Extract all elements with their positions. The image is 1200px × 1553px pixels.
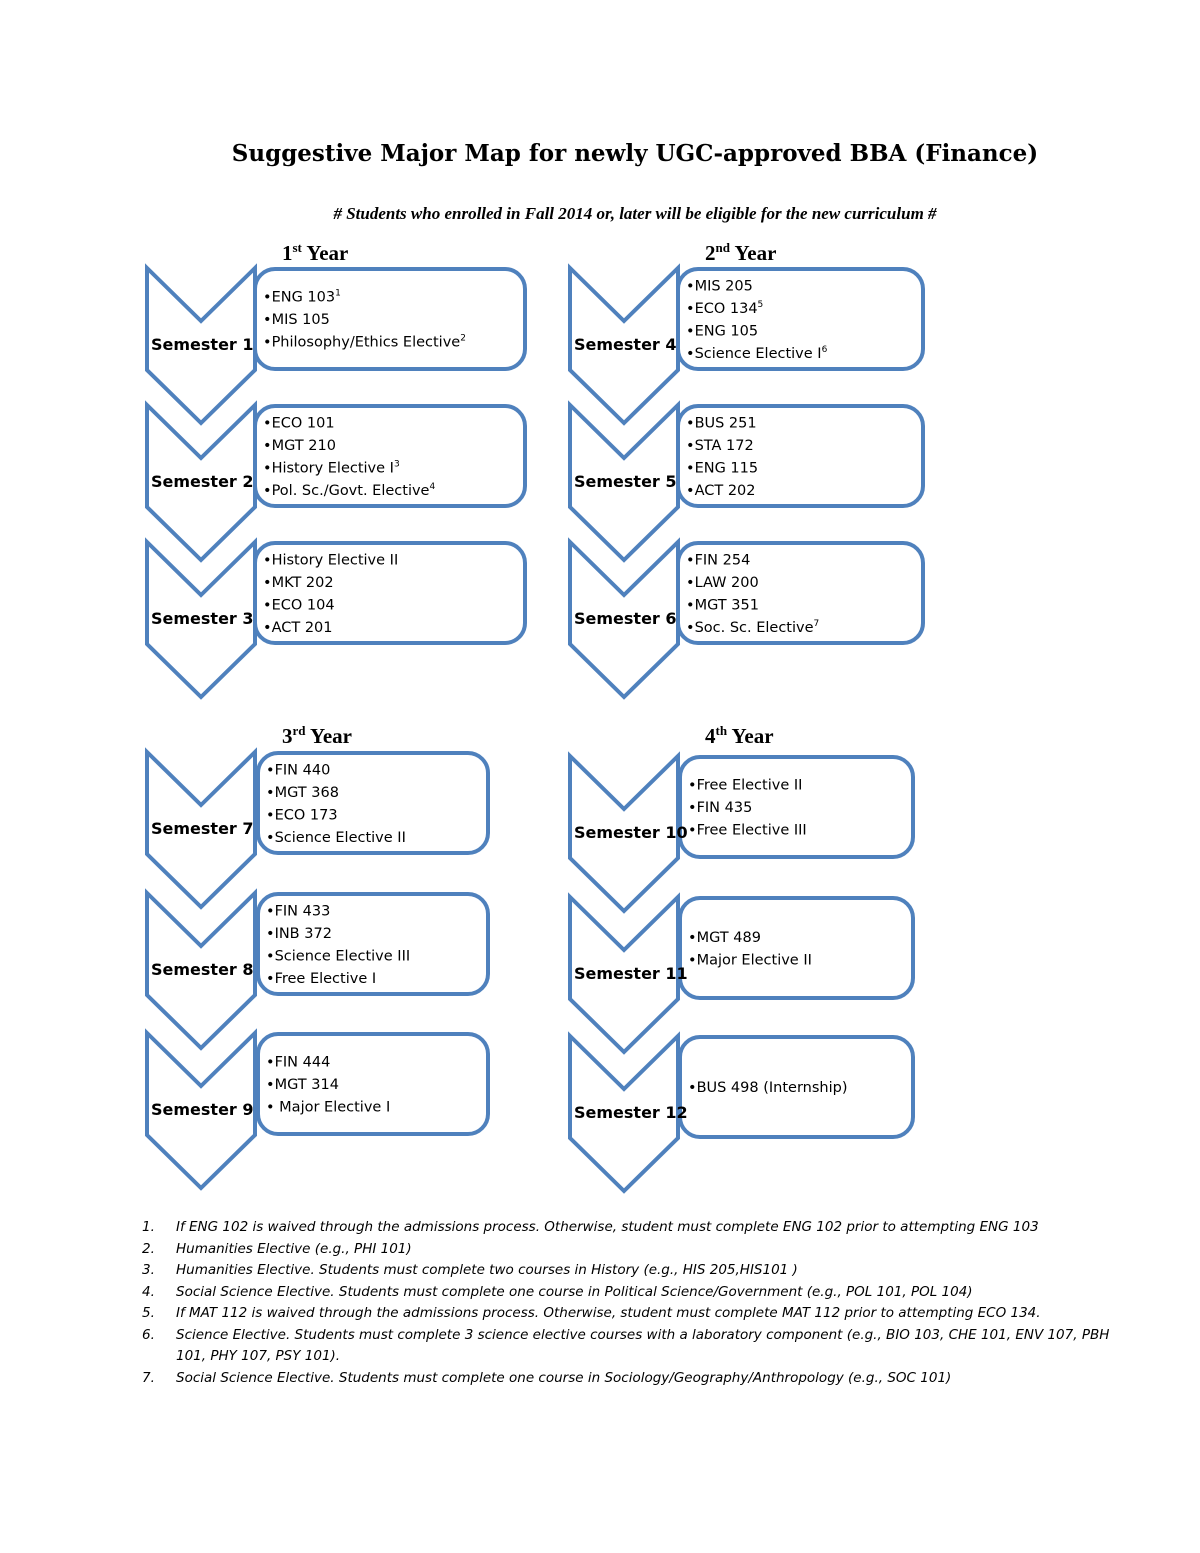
bullet-icon: • <box>263 460 272 477</box>
course-item: •LAW 200 <box>686 574 759 591</box>
bullet-icon: • <box>263 482 272 499</box>
bullet-icon: • <box>263 437 272 454</box>
bullet-icon: • <box>266 903 275 920</box>
semester-3 <box>147 542 525 697</box>
course-item: •Soc. Sc. Elective$^7$ <box>686 618 820 636</box>
bullet-icon: • <box>266 829 275 846</box>
semester-12 <box>570 1036 913 1191</box>
bullet-icon: • <box>263 574 272 591</box>
semester-label: Semester 11 <box>574 964 688 983</box>
semester-4 <box>570 268 923 423</box>
course-item: •History Elective $I^3$ <box>263 459 400 477</box>
course-item: •Philosophy/Ethics Elective$^2$ <box>263 333 466 351</box>
bullet-icon: • <box>266 1099 275 1116</box>
footnote-text: Science Elective. Students must complete 3 science elective courses with a laboratory component (e.g., BIO 103, CHE 101, ENV 107, PBH 101, PHY 107, PSY 101). <box>176 1326 1110 1364</box>
footnote-item <box>142 1239 1132 1261</box>
bullet-icon: • <box>686 574 695 591</box>
footnote-number: 7. <box>142 1369 155 1386</box>
footnote-number: 6. <box>142 1326 155 1343</box>
semester-2 <box>147 405 525 560</box>
bullet-icon: • <box>266 784 275 801</box>
bullet-icon: • <box>263 334 272 351</box>
footnote-text: If ENG 102 is waived through the admissions process. Otherwise, student must complete ENG 102 prior to attempting ENG 103 <box>176 1219 1039 1235</box>
semester-label: Semester 5 <box>574 472 677 491</box>
footnote-item <box>142 1260 1132 1282</box>
bullet-icon: • <box>263 312 272 328</box>
year-heading-1: 1st Year <box>282 240 349 265</box>
course-item: •ACT 201 <box>263 619 333 636</box>
course-item: •MIS 205 <box>686 278 753 295</box>
course-item: •ECO 104 <box>263 597 335 614</box>
semester-label: Semester 10 <box>574 823 688 842</box>
course-item: •Science Elective III <box>266 948 411 965</box>
course-box <box>680 898 913 998</box>
course-item: •FIN 444 <box>266 1054 331 1071</box>
semester-8 <box>147 893 488 1048</box>
semester-label: Semester 7 <box>151 819 254 838</box>
semester-1 <box>147 268 525 423</box>
course-item: •ACT 202 <box>686 482 756 499</box>
semester-5 <box>570 405 923 560</box>
footnote-number: 3. <box>142 1262 155 1278</box>
year-heading-3: 3rd Year <box>282 723 352 748</box>
footnote-ref: 1 <box>335 288 341 299</box>
bullet-icon: • <box>263 619 272 636</box>
course-item: •ECO 173 <box>266 807 338 824</box>
footnote-item <box>142 1325 1132 1368</box>
bullet-icon: • <box>263 415 272 432</box>
footnote-number: 5. <box>142 1305 155 1321</box>
semester-label: Semester 3 <box>151 609 254 628</box>
course-item: •ENG 105 <box>686 323 759 340</box>
footnote-ref: 3 <box>393 459 400 470</box>
course-item: •Science Elective II <box>266 829 406 846</box>
bullet-icon: • <box>266 948 275 965</box>
semester-6 <box>570 542 923 697</box>
course-item: •Pol. Sc./Govt. Elective$^4$ <box>263 481 436 499</box>
course-item: •Major Elective II <box>688 952 812 969</box>
footnote-text: If MAT 112 is waived through the admissions process. Otherwise, student must complete MAT 112 prior to attempting ECO 134. <box>176 1305 1041 1321</box>
course-item: •MGT 210 <box>263 437 336 454</box>
course-item: •FIN 254 <box>686 552 751 569</box>
bullet-icon: • <box>686 460 695 477</box>
year-heading-2: 2nd Year <box>705 240 777 265</box>
footnote-ref: 4 <box>429 481 436 492</box>
bullet-icon: • <box>266 970 275 987</box>
bullet-icon: • <box>688 952 697 969</box>
course-item: •ECO 101 <box>263 415 335 432</box>
bullet-icon: • <box>686 415 695 432</box>
bullet-icon: • <box>688 929 697 946</box>
footnote-text: Social Science Elective. Students must complete one course in Sociology/Geography/Anthropology (e.g., SOC 101) <box>176 1369 952 1386</box>
semester-10 <box>570 756 913 911</box>
semester-7 <box>147 752 488 907</box>
bullet-icon: • <box>686 619 695 636</box>
course-item: •ECO $134^5$ <box>686 299 764 317</box>
page-title: Suggestive Major Map for newly UGC-approved BBA (Finance) <box>231 140 1039 167</box>
bullet-icon: • <box>686 300 695 317</box>
course-item: •MGT 314 <box>266 1077 339 1093</box>
footnote-text: Humanities Elective. Students must complete two courses in History (e.g., HIS 205,HIS101 ) <box>176 1262 798 1278</box>
course-item: •Free Elective II <box>688 777 803 794</box>
course-item: •ENG 115 <box>686 460 759 477</box>
footnote-number: 2. <box>142 1240 155 1257</box>
course-item: •BUS 498 (Internship) <box>688 1080 848 1096</box>
semester-label: Semester 8 <box>151 960 254 979</box>
bullet-icon: • <box>266 807 275 824</box>
course-item: • Major Elective I <box>266 1099 391 1116</box>
semester-label: Semester 6 <box>574 609 677 628</box>
bullet-icon: • <box>266 1077 275 1093</box>
course-item: •Science Elective $I^6$ <box>686 344 828 362</box>
footnotes <box>142 1217 1132 1389</box>
bullet-icon: • <box>686 482 695 499</box>
course-item: •MGT 368 <box>266 784 339 801</box>
course-item: •BUS 251 <box>686 415 757 432</box>
semester-label: Semester 1 <box>151 335 254 354</box>
course-item: •History Elective II <box>263 552 399 569</box>
footnote-ref: 2 <box>460 333 466 344</box>
footnote-item <box>142 1303 1132 1325</box>
course-item: •FIN 440 <box>266 762 331 779</box>
page-subtitle: # Students who enrolled in Fall 2014 or, later will be eligible for the new curriculum # <box>333 204 937 223</box>
bullet-icon: • <box>263 289 272 306</box>
year-heading-4: 4th Year <box>705 723 774 748</box>
bullet-icon: • <box>266 1054 275 1071</box>
footnote-item <box>142 1368 1132 1390</box>
bullet-icon: • <box>686 597 695 614</box>
course-item: •FIN 433 <box>266 903 331 920</box>
course-item: •Free Elective I <box>266 970 377 987</box>
course-item: •MGT 489 <box>688 929 761 946</box>
course-item: •Free Elective III <box>688 822 807 839</box>
bullet-icon: • <box>686 323 695 340</box>
bullet-icon: • <box>688 777 697 794</box>
bullet-icon: • <box>686 437 695 454</box>
semester-label: Semester 12 <box>574 1103 688 1122</box>
footnote-text: Humanities Elective (e.g., PHI 101) <box>176 1240 412 1257</box>
course-item: •ENG $103^1$ <box>263 288 341 306</box>
semester-label: Semester 4 <box>574 335 677 354</box>
bullet-icon: • <box>688 800 697 816</box>
bullet-icon: • <box>686 278 695 295</box>
course-item: •MIS 105 <box>263 312 330 328</box>
course-item: •FIN 435 <box>688 800 753 816</box>
footnote-text: Social Science Elective. Students must complete one course in Political Science/Government (e.g., POL 101, POL 104) <box>176 1283 973 1300</box>
footnote-ref: 6 <box>821 344 828 355</box>
semester-label: Semester 2 <box>151 472 254 491</box>
bullet-icon: • <box>266 925 275 942</box>
course-item: •STA 172 <box>686 437 754 454</box>
footnote-number: 1. <box>142 1219 155 1235</box>
course-item: •MKT 202 <box>263 574 334 591</box>
course-item: •INB 372 <box>266 925 332 942</box>
bullet-icon: • <box>263 552 272 569</box>
bullet-icon: • <box>688 822 697 839</box>
footnote-item <box>142 1282 1132 1304</box>
bullet-icon: • <box>686 345 695 362</box>
footnote-ref: 7 <box>813 618 820 629</box>
footnote-item <box>142 1217 1132 1239</box>
bullet-icon: • <box>263 597 272 614</box>
footnote-number: 4. <box>142 1283 155 1300</box>
semester-9 <box>147 1033 488 1188</box>
bullet-icon: • <box>686 552 695 569</box>
semester-11 <box>570 897 913 1052</box>
course-item: •MGT 351 <box>686 597 759 614</box>
bullet-icon: • <box>688 1080 697 1096</box>
bullet-icon: • <box>266 762 275 779</box>
footnote-ref: 5 <box>757 299 764 310</box>
semester-label: Semester 9 <box>151 1100 254 1119</box>
